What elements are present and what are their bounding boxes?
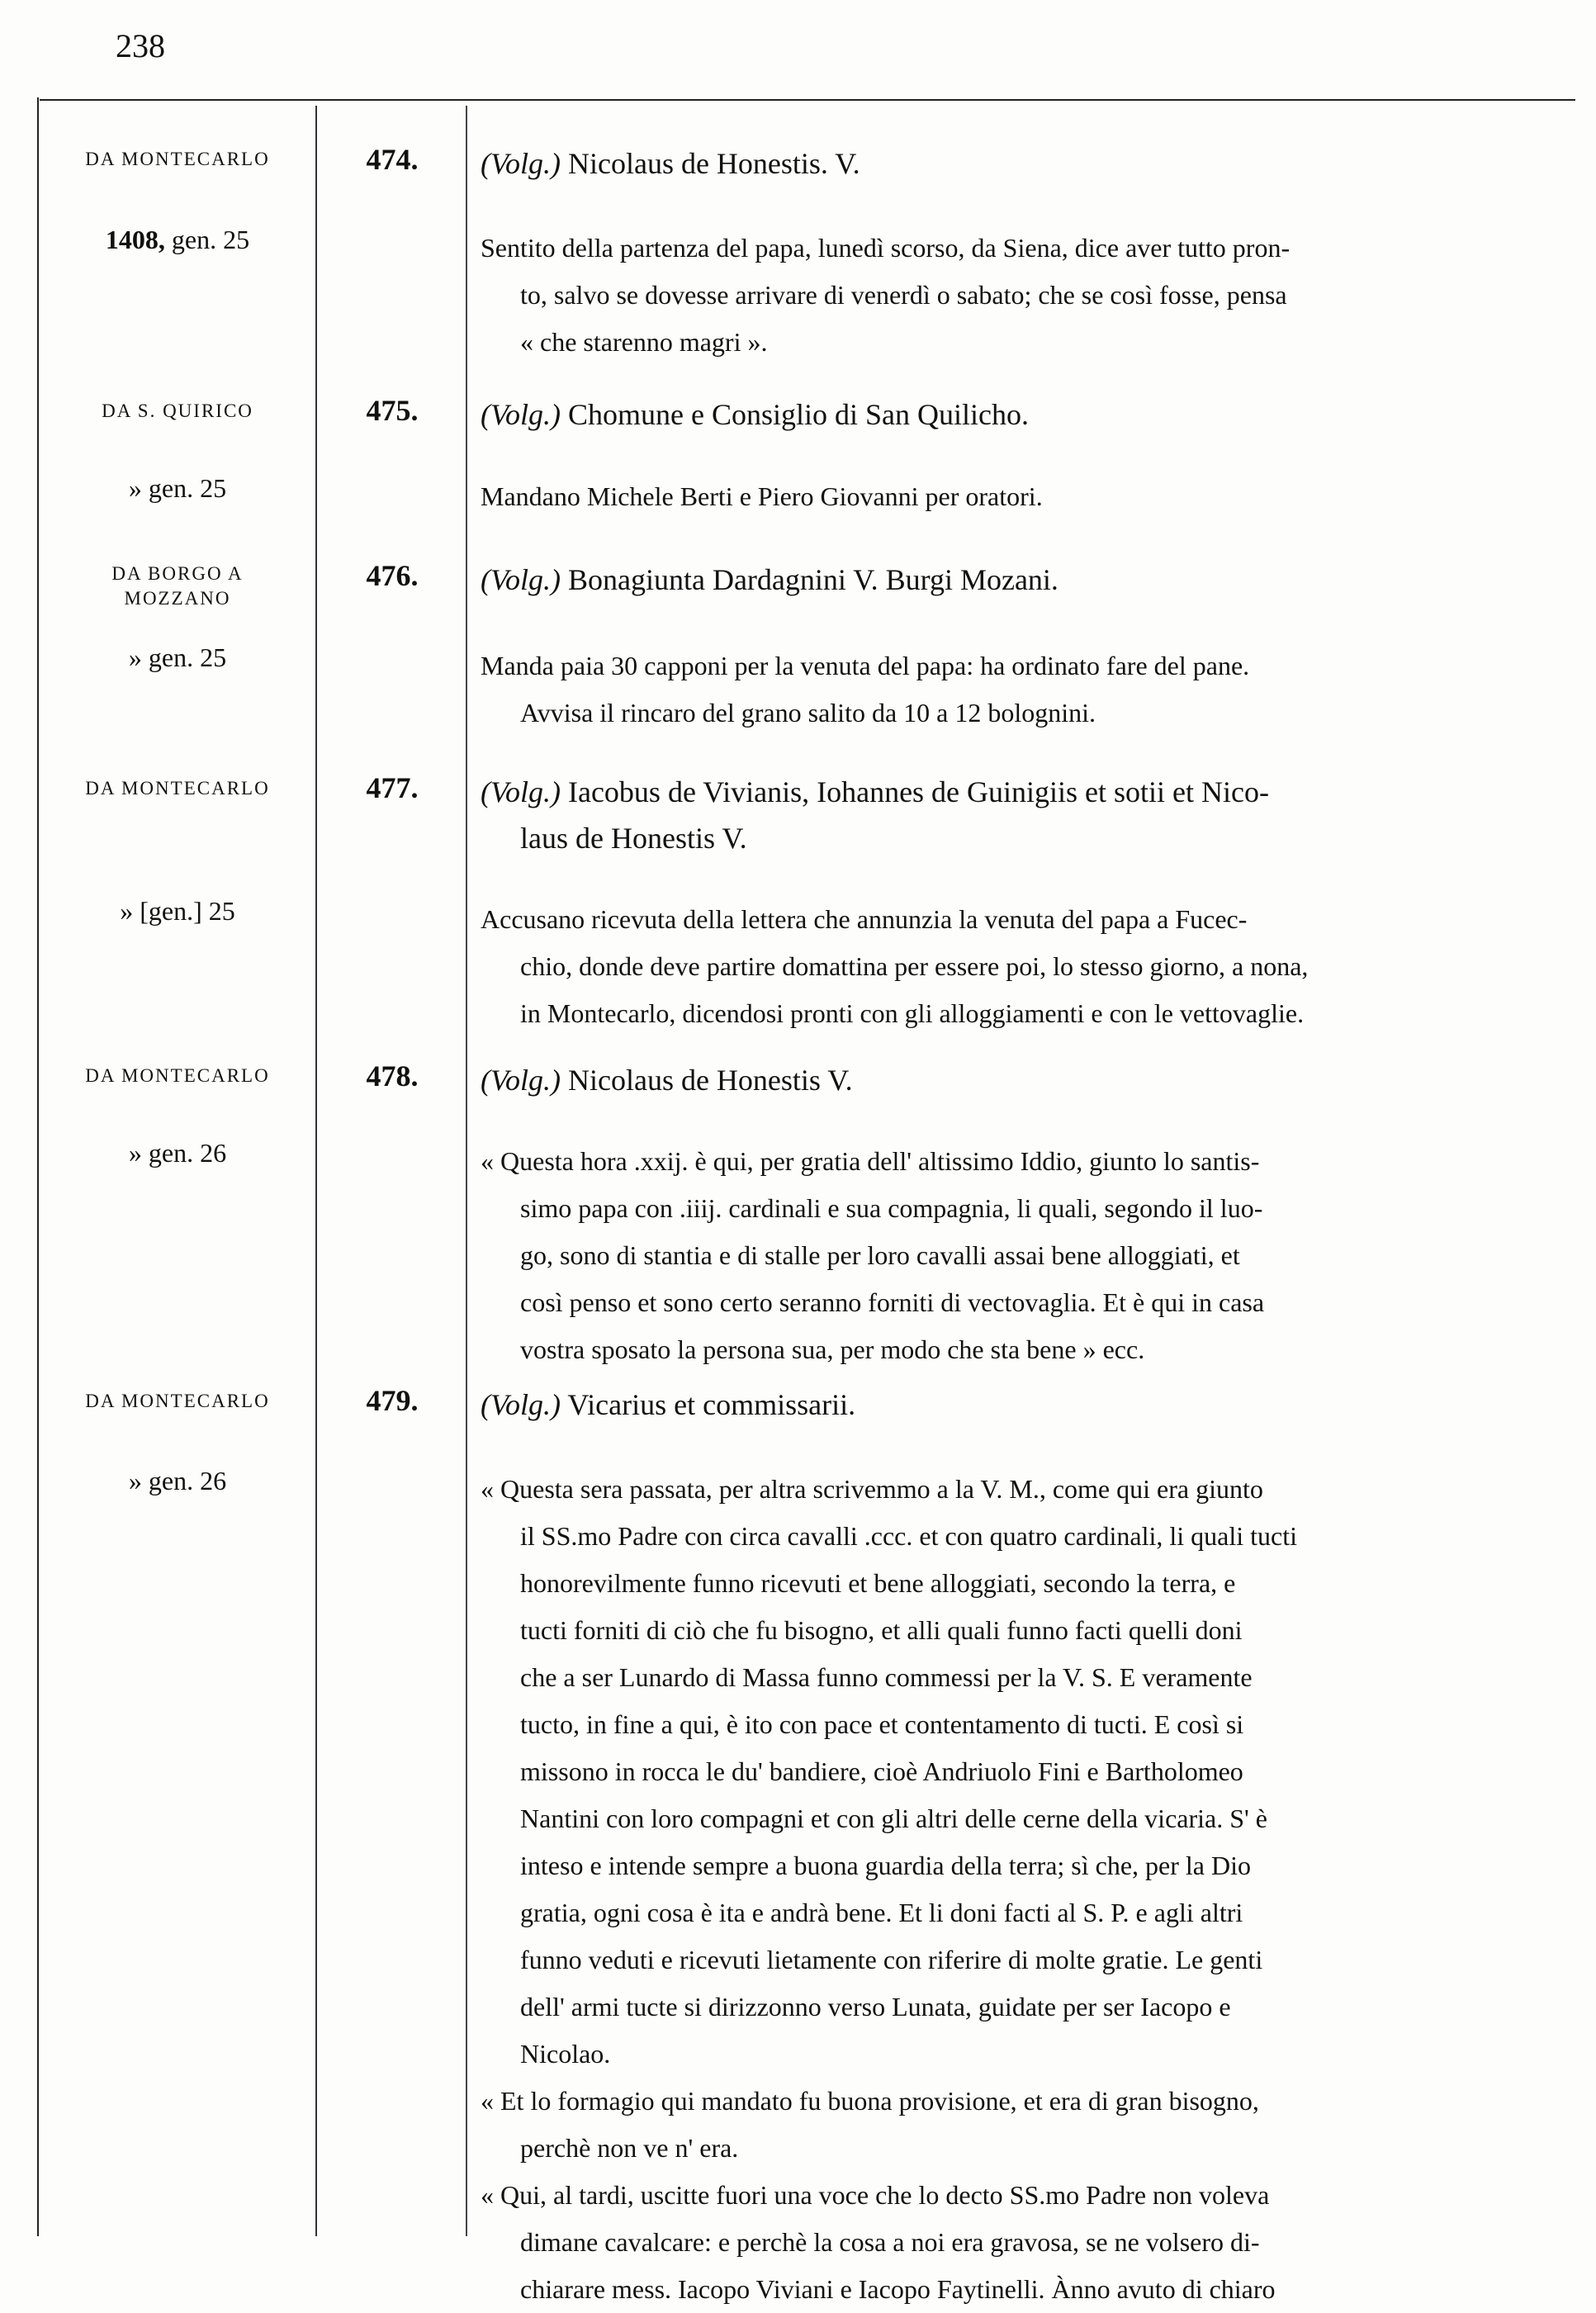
entry-title [481, 140, 1554, 187]
entry-number: 474. [366, 143, 419, 176]
entry-body [481, 1466, 1554, 2313]
body-line: Mandano Michele Berti e Piero Giovanni per oratori. [481, 481, 1043, 511]
entry-place: DA MONTECARLO [85, 1391, 270, 1411]
page-number: 238 [116, 27, 165, 64]
left-border-line [37, 97, 39, 2236]
date-day: gen. 25 [171, 225, 250, 254]
volg-label: (Volg.) [481, 398, 561, 431]
entry-title-text: Chomune e Consiglio di San Quilicho. [567, 398, 1029, 431]
body-line: go, sono di stantia e di stalle per loro cavalli assai bene alloggiati, et [520, 1240, 1240, 1270]
body-line: Accusano ricevuta della lettera che annunzia la venuta del papa a Fucec- [481, 904, 1248, 934]
body-line: chio, donde deve partire domattina per essere poi, lo stesso giorno, a nona, [520, 951, 1309, 981]
body-line: missono in rocca le du' bandiere, cioè Andriuolo Fini e Bartholomeo [520, 1756, 1243, 1786]
body-line: honorevilmente funno ricevuti et bene alloggiati, secondo la terra, e [520, 1568, 1236, 1598]
body-line: inteso e intende sempre a buona guardia della terra; sì che, per la Dio [520, 1851, 1251, 1880]
entry-date [50, 225, 305, 255]
top-rule [40, 99, 1575, 101]
entry-title [481, 1382, 1554, 1428]
volg-label: (Volg.) [481, 563, 561, 596]
column-divider-2 [466, 106, 467, 2236]
body-line: Nicolao. [520, 2039, 611, 2069]
body-line: Sentito della partenza del papa, lunedì scorso, da Siena, dice aver tutto pron- [481, 233, 1291, 263]
body-line: vostra sposato la persona sua, per modo che sta bene » ecc. [520, 1334, 1145, 1364]
entry-place: DA MONTECARLO [85, 778, 270, 799]
body-line: Avvisa il rincaro del grano salito da 10 a 12 bolognini. [520, 698, 1096, 728]
body-line: « Questa hora .xxij. è qui, per gratia dell' altissimo Iddio, giunto lo santis- [481, 1146, 1260, 1176]
entry-place [50, 562, 305, 611]
body-line: così penso et sono certo seranno forniti di vectovaglia. Et è qui in casa [520, 1287, 1265, 1317]
entry-place: DA S. QUIRICO [102, 401, 253, 421]
volg-label: (Volg.) [481, 1064, 561, 1097]
entry-title-text: Vicarius et commissarii. [567, 1388, 856, 1421]
entry-date: » [gen.] 25 [120, 896, 235, 926]
body-line: « Questa sera passata, per altra scrivemmo a la V. M., come qui era giunto [481, 1474, 1263, 1504]
entry-title [481, 557, 1554, 603]
entry-body [481, 642, 1554, 737]
entry-number: 479. [366, 1384, 419, 1417]
body-line: il SS.mo Padre con circa cavalli .ccc. et con quatro cardinali, li quali tucti [520, 1521, 1297, 1551]
entry-title-text: Bonagiunta Dardagnini V. Burgi Mozani. [567, 563, 1058, 596]
entry-body [481, 225, 1554, 366]
body-line: simo papa con .iiij. cardinali e sua compagnia, li quali, segondo il luo- [520, 1193, 1263, 1223]
body-line: « che starenno magri ». [520, 327, 768, 357]
entry-title-text: laus de Honestis V. [520, 822, 747, 855]
body-line: to, salvo se dovesse arrivare di venerdì o sabato; che se così fosse, pensa [520, 280, 1287, 310]
entry-date: » gen. 25 [128, 642, 227, 672]
entry-number: 475. [366, 394, 419, 427]
entry-body [481, 473, 1554, 520]
body-line: perchè non ve n' era. [520, 2133, 739, 2163]
volg-label: (Volg.) [481, 1388, 561, 1421]
body-line: Manda paia 30 capponi per la venuta del papa: ha ordinato fare del pane. [481, 651, 1250, 680]
body-line: dimane cavalcare: e perchè la cosa a noi era gravosa, se ne volsero di- [520, 2227, 1260, 2257]
entry-title-text: Nicolaus de Honestis. V. [567, 147, 860, 180]
entry-body [481, 896, 1554, 1037]
body-line: tucti forniti di ciò che fu bisogno, et alli quali funno facti quelli doni [520, 1615, 1243, 1645]
entry-title [481, 391, 1554, 438]
entry-date: » gen. 26 [128, 1138, 227, 1168]
entry-place: DA MONTECARLO [85, 1065, 270, 1086]
entry-title [481, 769, 1554, 861]
body-line: « Et lo formagio qui mandato fu buona provisione, et era di gran bisogno, [481, 2086, 1259, 2116]
body-line: tucto, in fine a qui, è ito con pace et contentamento di tucti. E così si [520, 1709, 1244, 1739]
volg-label: (Volg.) [481, 775, 561, 808]
entry-title [481, 1057, 1554, 1103]
place-line: DA BORGO A [111, 563, 244, 584]
column-divider-1 [315, 106, 317, 2236]
body-line: dell' armi tucte si dirizzonno verso Lunata, guidate per ser Iacopo e [520, 1992, 1231, 2022]
entry-body [481, 1138, 1554, 1373]
entry-date: » gen. 25 [128, 473, 227, 503]
entry-number: 478. [366, 1059, 419, 1093]
entry-number: 476. [366, 559, 419, 592]
volg-label: (Volg.) [481, 147, 561, 180]
entry-title-text: Nicolaus de Honestis V. [567, 1064, 853, 1097]
body-line: in Montecarlo, dicendosi pronti con gli alloggiamenti e con le vettovaglie. [520, 998, 1305, 1028]
entry-place: DA MONTECARLO [85, 149, 270, 169]
body-line: Nantini con loro compagni et con gli altri delle cerne della vicaria. S' è [520, 1803, 1267, 1833]
entry-number: 477. [366, 771, 419, 804]
body-line: chiarare mess. Iacopo Viviani e Iacopo Faytinelli. Ànno avuto di chiaro [520, 2274, 1276, 2304]
body-line: funno veduti e ricevuti lietamente con riferire di molte gratie. Le genti [520, 1945, 1263, 1974]
body-line: gratia, ogni cosa è ita e andrà bene. Et li doni facti al S. P. e agli altri [520, 1898, 1243, 1927]
body-line: che a ser Lunardo di Massa funno commessi per la V. S. E veramente [520, 1662, 1253, 1692]
date-year: 1408, [105, 225, 165, 254]
body-line: « Qui, al tardi, uscitte fuori una voce che lo decto SS.mo Padre non voleva [481, 2180, 1270, 2210]
entry-title-text: Iacobus de Vivianis, Iohannes de Guinigiis et sotii et Nico- [567, 775, 1269, 808]
entry-date: » gen. 26 [128, 1466, 227, 1495]
place-line: MOZZANO [124, 588, 231, 609]
